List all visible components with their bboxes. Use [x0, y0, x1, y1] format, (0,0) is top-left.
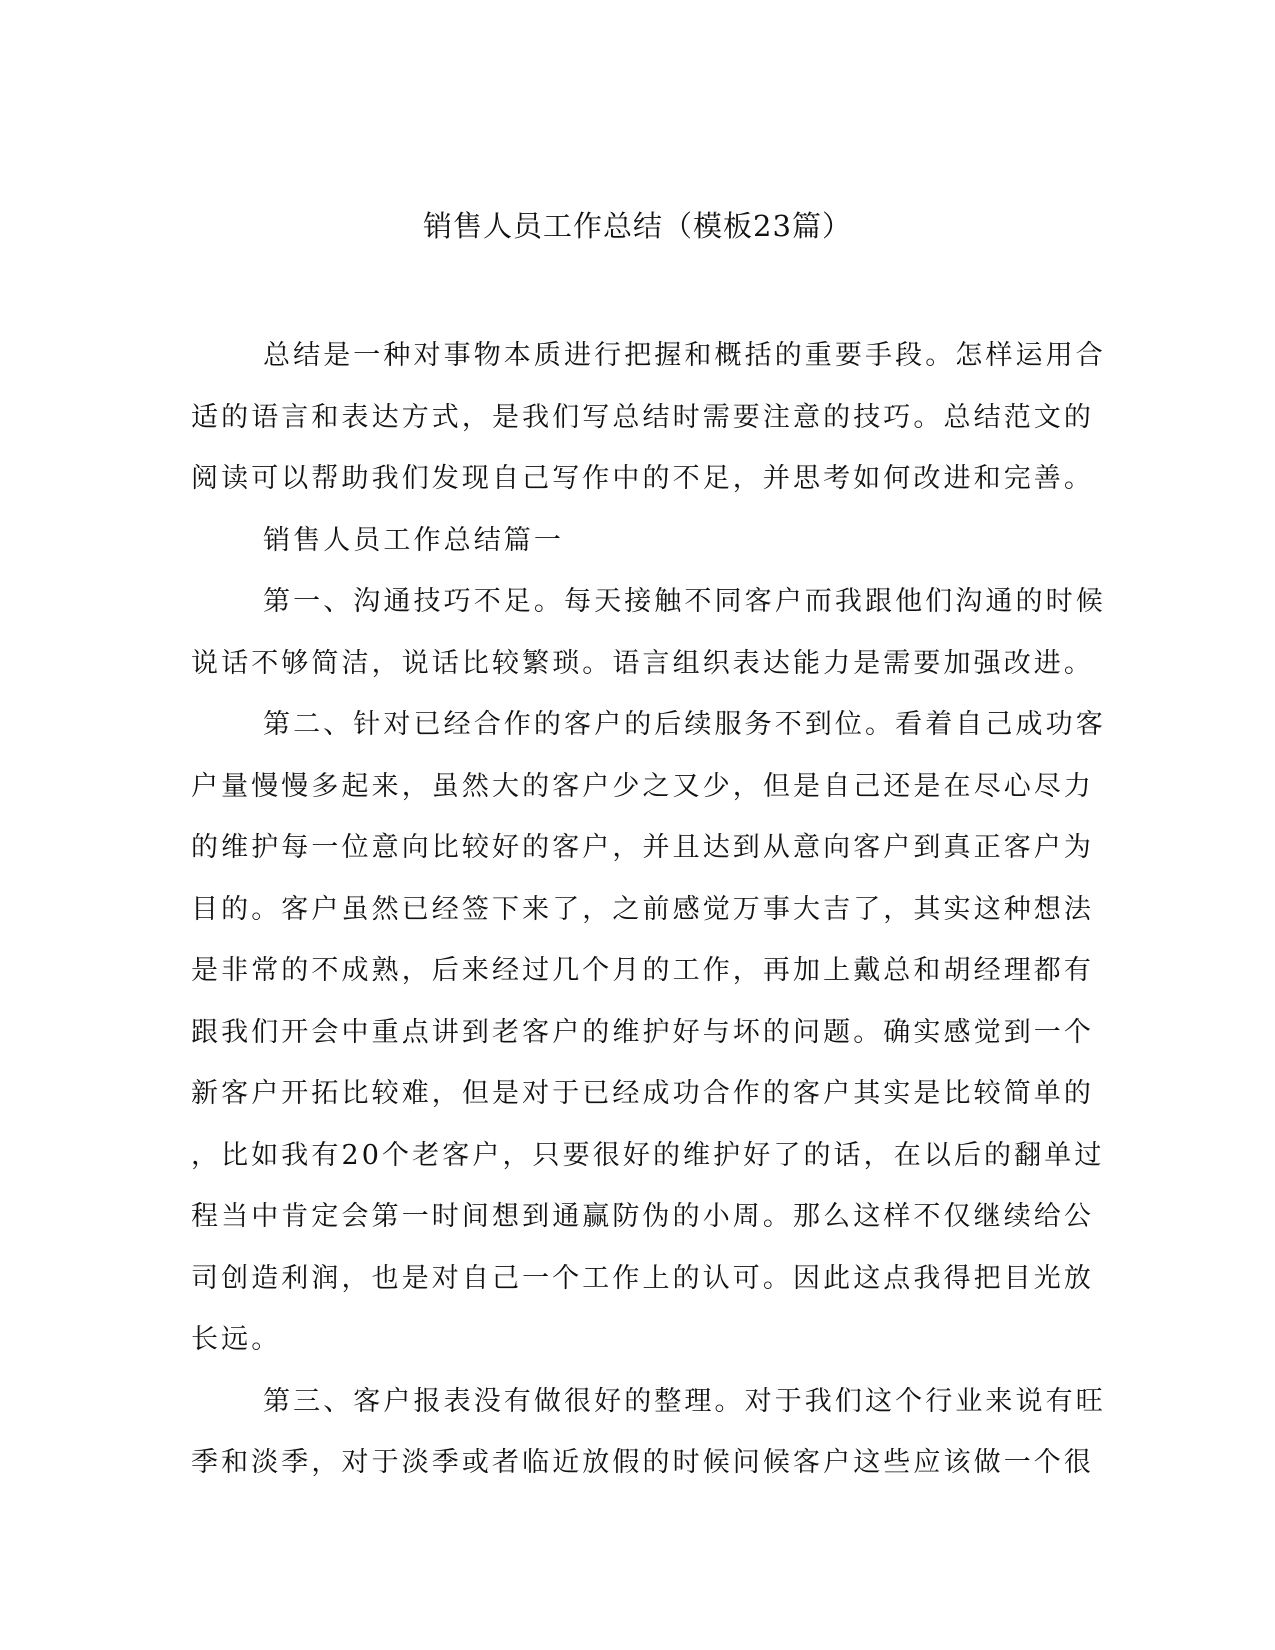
- document-title: 销售人员工作总结（模板23篇）: [423, 209, 852, 243]
- section-heading: 销售人员工作总结篇一: [263, 524, 564, 556]
- paragraph-line: 阅读可以帮助我们发现自己写作中的不足，并思考如何改进和完善。: [191, 463, 1094, 494]
- paragraph-line: 司创造利润，也是对自己一个工作上的认可。因此这点我得把目光放: [191, 1262, 1094, 1294]
- paragraph-line: 户量慢慢多起来，虽然大的客户少之又少，但是自己还是在尽心尽力: [191, 770, 1094, 802]
- paragraph-line: 程当中肯定会第一时间想到通赢防伪的小周。那么这样不仅继续给公: [191, 1201, 1094, 1232]
- paragraph-line: 跟我们开会中重点讲到老客户的维护好与坏的问题。确实感觉到一个: [191, 1016, 1094, 1048]
- paragraph-line: 的维护每一位意向比较好的客户，并且达到从意向客户到真正客户为: [191, 832, 1094, 863]
- paragraph-line: 总结是一种对事物本质进行把握和概括的重要手段。怎样运用合: [263, 340, 1106, 371]
- paragraph-line: 目的。客户虽然已经签下来了，之前感觉万事大吉了，其实这种想法: [191, 893, 1094, 925]
- document-body: [191, 325, 1106, 1494]
- paragraph-line: 季和淡季，对于淡季或者临近放假的时候问候客户这些应该做一个很: [191, 1447, 1094, 1478]
- paragraph-line: 第二、针对已经合作的客户的后续服务不到位。看着自己成功客: [263, 709, 1106, 740]
- paragraph-line: 说话不够简洁，说话比较繁琐。语言组织表达能力是需要加强改进。: [191, 647, 1094, 679]
- paragraph-line: 新客户开拓比较难，但是对于已经成功合作的客户其实是比较简单的: [191, 1078, 1094, 1109]
- paragraph-line: 长远。: [191, 1324, 282, 1355]
- paragraph-line: 第一、沟通技巧不足。每天接触不同客户而我跟他们沟通的时候: [263, 586, 1106, 617]
- paragraph-line: 是非常的不成熟，后来经过几个月的工作，再加上戴总和胡经理都有: [191, 955, 1094, 986]
- paragraph-line: ，比如我有20个老客户，只要很好的维护好了的话，在以后的翻单过: [191, 1139, 1105, 1171]
- paragraph-line: 适的语言和表达方式，是我们写总结时需要注意的技巧。总结范文的: [191, 401, 1094, 433]
- paragraph-line: 第三、客户报表没有做很好的整理。对于我们这个行业来说有旺: [263, 1385, 1106, 1417]
